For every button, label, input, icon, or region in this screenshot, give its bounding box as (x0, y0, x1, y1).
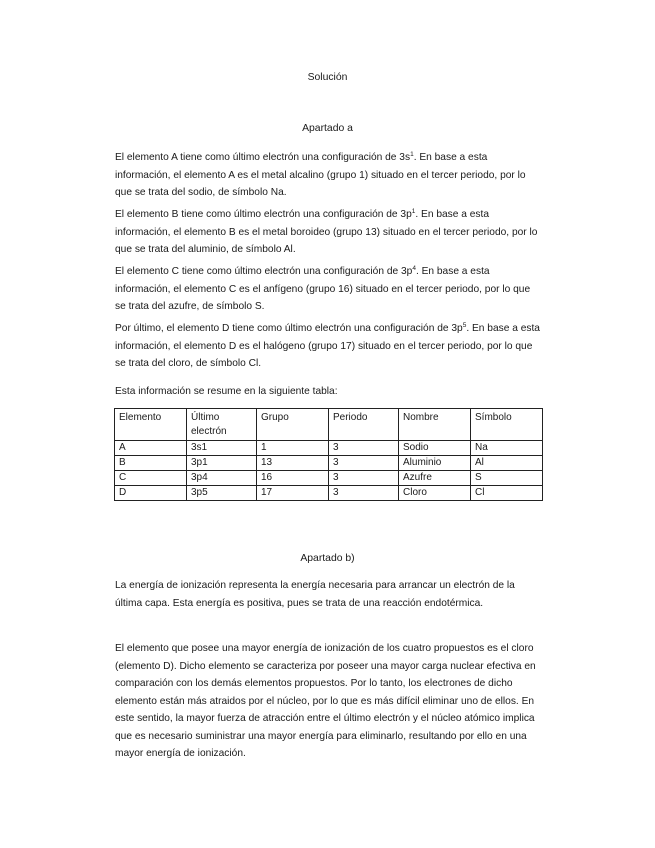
section-a-heading: Apartado a (302, 123, 353, 134)
table-cell: 16 (257, 471, 329, 486)
superscript: 4 (412, 265, 416, 273)
column-header: Grupo (257, 409, 329, 441)
table-cell: 3s1 (187, 441, 257, 456)
table-cell: B (115, 456, 187, 471)
paragraph-text: El elemento A tiene como último electrón una configuración de 3s (115, 152, 411, 164)
table-cell: S (471, 471, 543, 486)
table-cell: 3 (329, 441, 399, 456)
table-cell: Al (471, 456, 543, 471)
section-b-heading: Apartado b) (300, 553, 355, 564)
table-cell: A (115, 441, 187, 456)
paragraph-text: . En base a esta información, el elemento C es el anfígeno (grupo 16) situado en el tercer periodo, por lo que se trata del azufre, de símbolo S. (115, 266, 531, 313)
section-a-paragraph (115, 263, 543, 316)
superscript: 1 (410, 151, 414, 159)
table-header-row (115, 409, 543, 441)
section-a-paragraph (115, 206, 543, 259)
table-cell: 3p1 (187, 456, 257, 471)
table-cell: D (115, 486, 187, 501)
table-cell: 13 (257, 456, 329, 471)
summary-table (114, 408, 543, 501)
section-a-paragraph (115, 320, 543, 373)
table-row (115, 486, 543, 501)
table-cell: 3 (329, 456, 399, 471)
superscript: 1 (411, 208, 416, 216)
paragraph-text: El elemento B tiene como último electrón una configuración de 3p (115, 209, 412, 221)
paragraph-text: El elemento C tiene como último electrón una configuración de 3p (115, 266, 413, 278)
table-cell: Cloro (399, 486, 471, 501)
page-title: Solución (307, 72, 348, 83)
paragraph-text: . En base a esta información, el elemento B es el metal boroideo (grupo 13) situado en el tercer periodo, por lo que se trata del aluminio, de símbolo Al. (115, 209, 538, 256)
column-header: Último electrón (187, 409, 257, 441)
section-b-paragraph: La energía de ionización representa la energía necesaria para arrancar un electrón de la última capa. Esta energía es positiva, pues se trata de una reacción endotérmica. (115, 580, 515, 609)
paragraph-text: . En base a esta información, el elemento D es el halógeno (grupo 17) situado en el tercer periodo, por lo que se trata del cloro, de símbolo Cl. (115, 323, 540, 370)
paragraph-text: . En base a esta información, el elemento A es el metal alcalino (grupo 1) situado en el tercer periodo, por lo que se trata del sodio, de símbolo Na. (115, 152, 526, 199)
column-header: Nombre (399, 409, 471, 441)
table-cell: 17 (257, 486, 329, 501)
table-cell: Sodio (399, 441, 471, 456)
superscript: 5 (462, 322, 467, 330)
table-cell: 3p4 (187, 471, 257, 486)
table-cell: 1 (257, 441, 329, 456)
table-row (115, 441, 543, 456)
table-cell: Na (471, 441, 543, 456)
table-cell: Azufre (399, 471, 471, 486)
column-header: Elemento (115, 409, 187, 441)
table-cell: C (115, 471, 187, 486)
table-cell: Aluminio (399, 456, 471, 471)
column-header: Símbolo (471, 409, 543, 441)
table-cell: Cl (471, 486, 543, 501)
section-b-paragraph: El elemento que posee una mayor energía de ionización de los cuatro propuestos es el cloro (elemento D). Dicho elemento se caracteriza por poseer una mayor carga nuclear efectiva en comparación con los demás elementos propuestos. Por lo tanto, los electrones de dicho elemento están más atraidos por el núcleo, por lo que es más difícil eliminar uno de ellos. En este sentido, la mayor fuerza de atracción entre el último electrón y el núcleo atómico implica que es necesario suministrar una mayor energía para eliminarlo, resultando por ello en una mayor energía de ionización. (115, 643, 536, 760)
section-a-paragraph (115, 149, 543, 202)
table-row (115, 471, 543, 486)
table-row (115, 456, 543, 471)
column-header: Periodo (329, 409, 399, 441)
table-cell: 3 (329, 486, 399, 501)
table-cell: 3p5 (187, 486, 257, 501)
paragraph-text: Por último, el elemento D tiene como último electrón una configuración de 3p (115, 323, 463, 335)
table-intro: Esta información se resume en la siguiente tabla: (115, 386, 338, 398)
table-cell: 3 (329, 471, 399, 486)
